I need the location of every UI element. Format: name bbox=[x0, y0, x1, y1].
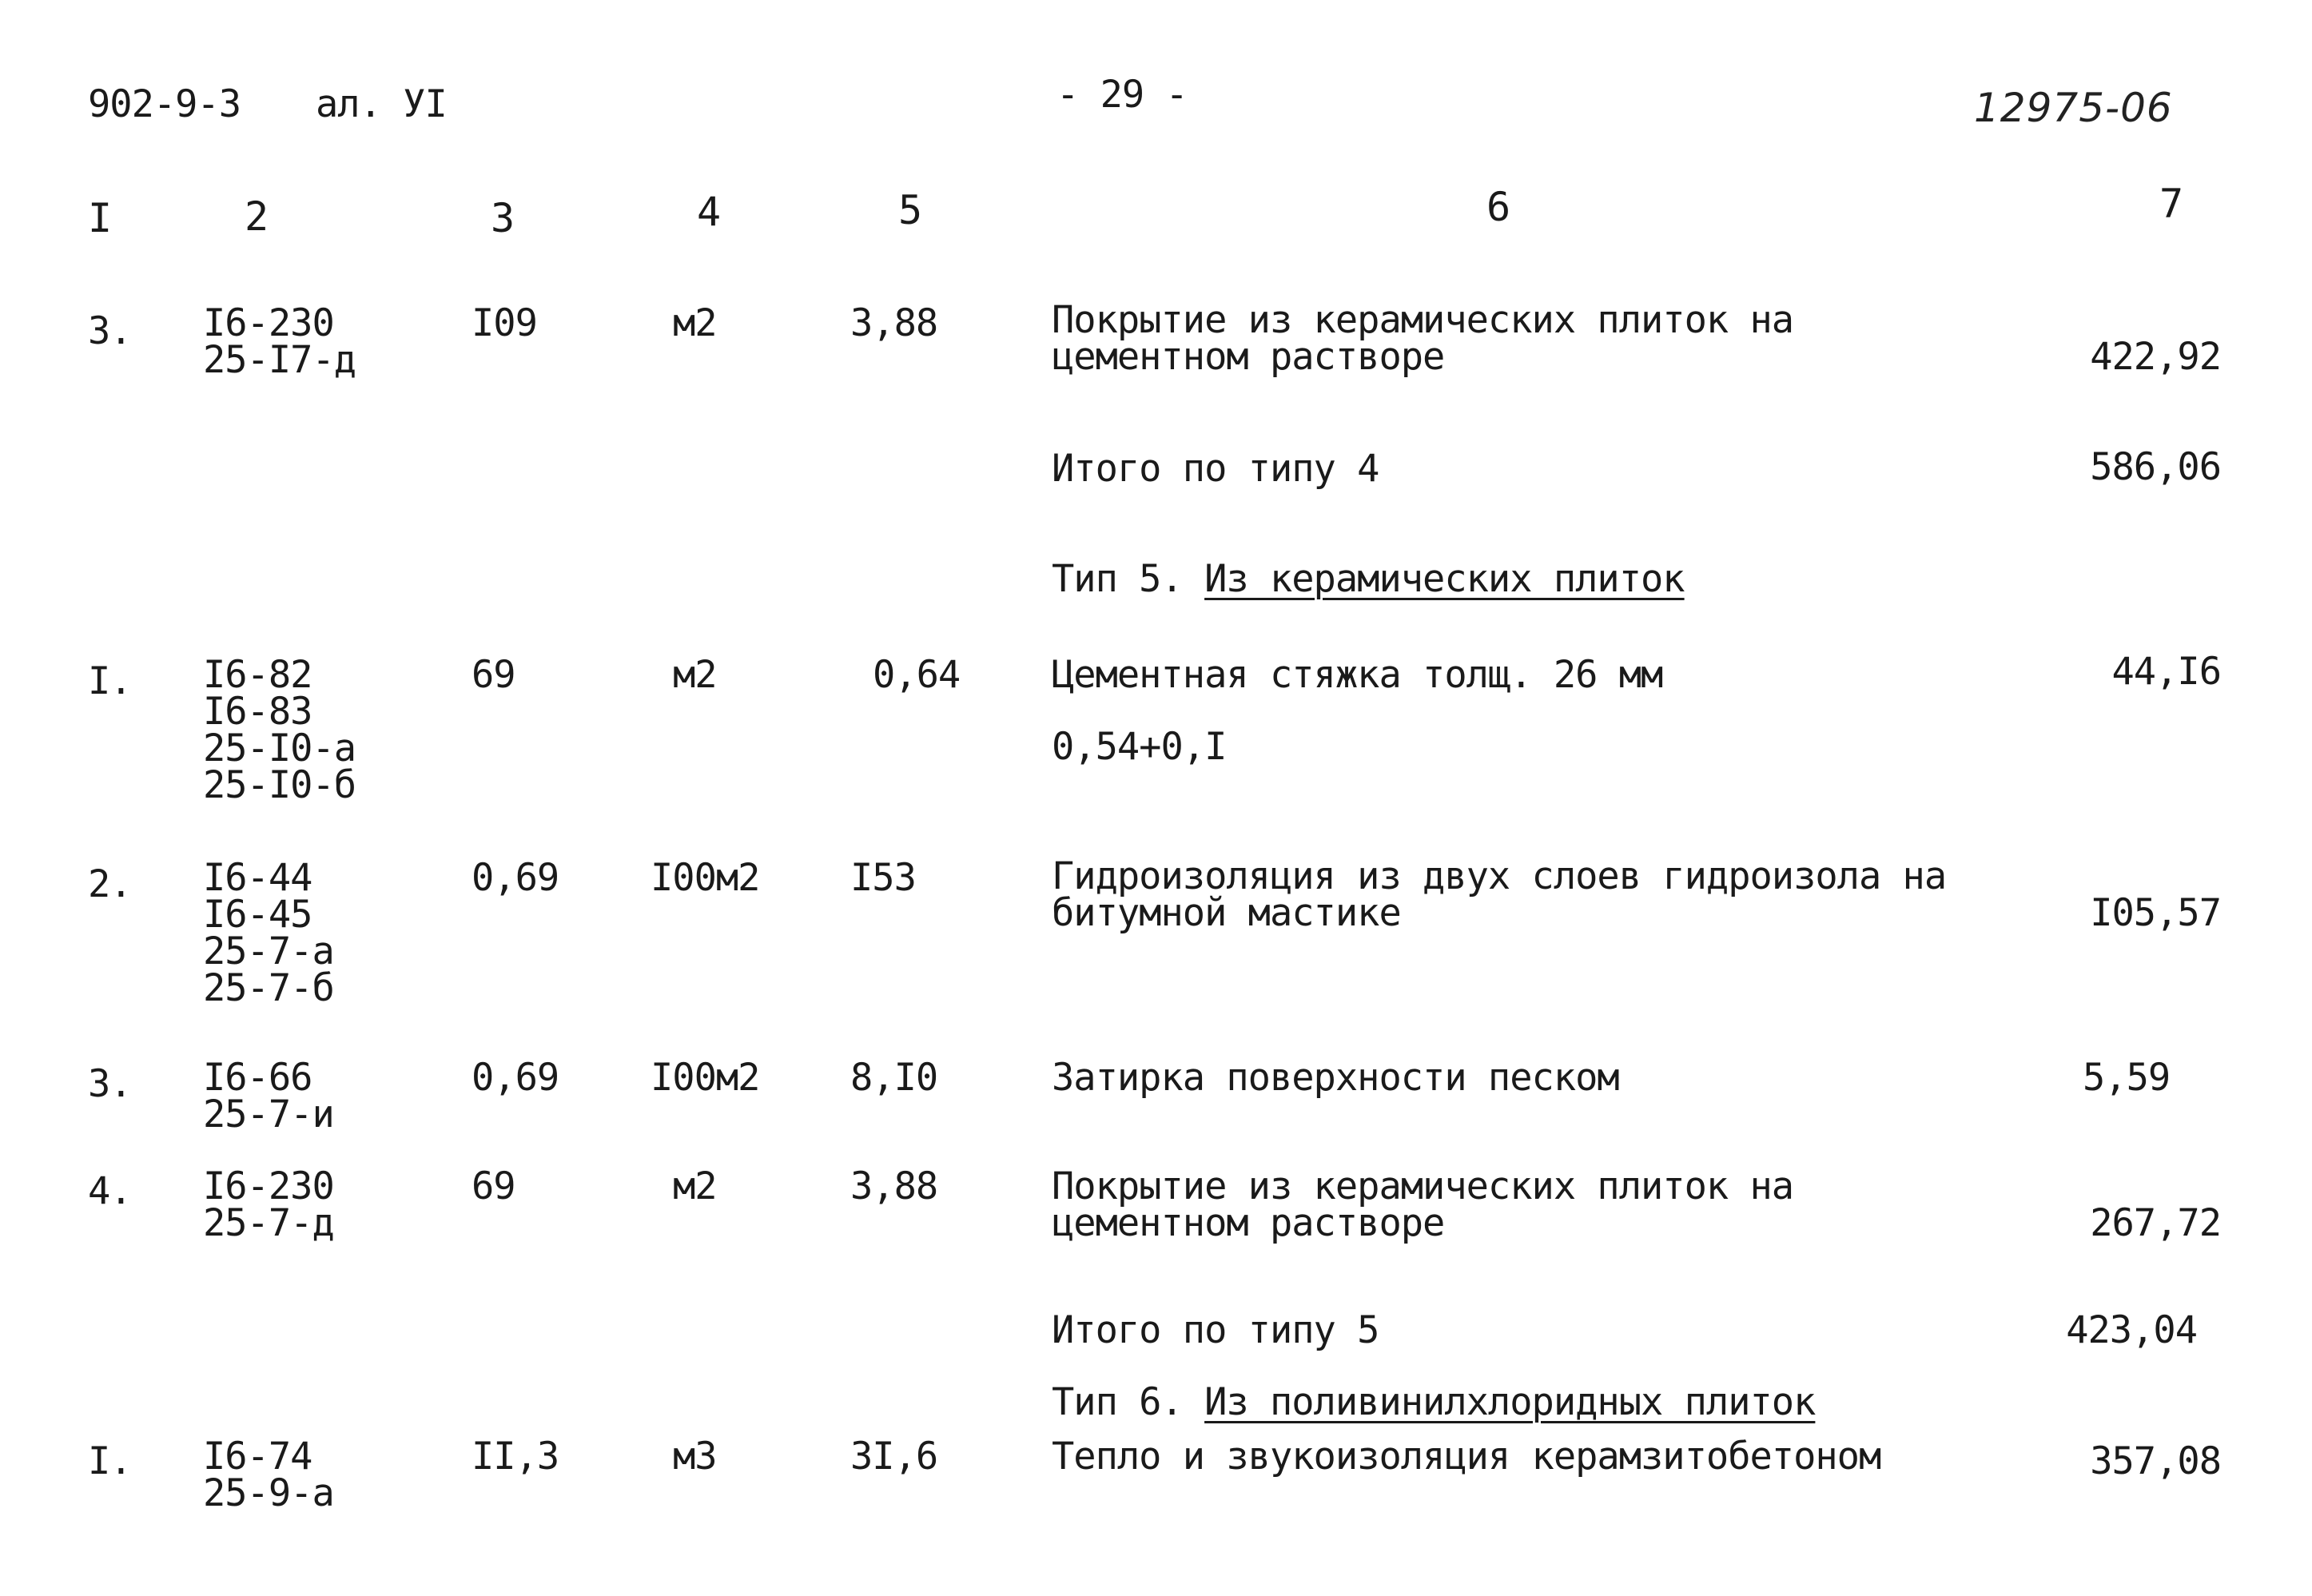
subtotal-value: 586,06 bbox=[2090, 445, 2221, 489]
quantity: 69 bbox=[472, 653, 515, 697]
price-codes: I6-82 I6-83 25-I0-а 25-I0-б bbox=[203, 653, 356, 807]
price-codes: I6-44 I6-45 25-7-а 25-7-б bbox=[203, 856, 334, 1010]
total-cost: 357,08 bbox=[2090, 1439, 2221, 1483]
work-description: Тепло и звукоизоляция керамзитобетоном bbox=[1052, 1435, 1881, 1479]
quantity: 0,69 bbox=[472, 1056, 559, 1100]
column-number-4: 4 bbox=[697, 189, 721, 235]
unit: м3 bbox=[673, 1435, 717, 1479]
work-description: Покрытие из керамических плиток на цементном растворе bbox=[1052, 1164, 1794, 1245]
price-codes: I6-74 25-9-а bbox=[203, 1435, 334, 1515]
inventory-number: 12975-06 bbox=[1974, 85, 2173, 131]
total-cost: 267,72 bbox=[2090, 1201, 2221, 1245]
item-number: 2. bbox=[88, 862, 132, 906]
subtotal-label: Итого по типу 5 bbox=[1052, 1308, 1379, 1352]
price-codes: I6-66 25-7-и bbox=[203, 1056, 334, 1136]
calculation-formula: 0,54+0,I bbox=[1052, 725, 1227, 769]
album-number: ал. УI bbox=[316, 82, 447, 126]
unit-price: 3,88 bbox=[850, 301, 938, 345]
unit-price: 0,64 bbox=[873, 653, 961, 697]
section-heading bbox=[1052, 1380, 1816, 1424]
section-heading bbox=[1052, 557, 1685, 601]
item-number: 4. bbox=[88, 1169, 132, 1213]
unit-price: 3I,6 bbox=[850, 1435, 938, 1479]
subtotal-label: Итого по типу 4 bbox=[1052, 447, 1379, 491]
work-description: Цементная стяжка толщ. 26 мм bbox=[1052, 653, 1663, 697]
price-codes: I6-230 25-I7-д bbox=[203, 301, 356, 382]
subtotal-value: 423,04 bbox=[2066, 1308, 2197, 1352]
unit-price: I53 bbox=[850, 856, 916, 900]
item-number: I. bbox=[88, 659, 132, 703]
quantity: I09 bbox=[472, 301, 537, 345]
quantity: 0,69 bbox=[472, 856, 559, 900]
work-description: Затирка поверхности песком bbox=[1052, 1056, 1619, 1100]
section-heading-prefix: Тип 6. bbox=[1052, 1380, 1205, 1424]
unit: м2 bbox=[673, 1164, 717, 1208]
total-cost: I05,57 bbox=[2090, 891, 2221, 935]
total-cost: 5,59 bbox=[2083, 1056, 2171, 1100]
page-number: - 29 - bbox=[1057, 73, 1188, 117]
unit: м2 bbox=[673, 653, 717, 697]
unit: I00м2 bbox=[651, 856, 760, 900]
item-number: I. bbox=[88, 1439, 132, 1483]
quantity: II,3 bbox=[472, 1435, 559, 1479]
column-number-7: 7 bbox=[2159, 181, 2183, 227]
item-number: 3. bbox=[88, 1062, 132, 1106]
work-description: Гидроизоляция из двух слоев гидроизола на битумной мастике bbox=[1052, 854, 1947, 935]
document-code: 902-9-3 bbox=[88, 82, 241, 126]
column-number-1: I bbox=[88, 195, 112, 241]
item-number: 3. bbox=[88, 309, 132, 353]
column-number-6: 6 bbox=[1486, 184, 1510, 230]
unit: м2 bbox=[673, 301, 717, 345]
section-heading-title: Из керамических плиток bbox=[1204, 557, 1685, 601]
section-heading-prefix: Тип 5. bbox=[1052, 557, 1205, 601]
price-codes: I6-230 25-7-д bbox=[203, 1164, 334, 1245]
total-cost: 422,92 bbox=[2090, 335, 2221, 379]
total-cost: 44,I6 bbox=[2111, 650, 2221, 694]
unit: I00м2 bbox=[651, 1056, 760, 1100]
unit-price: 3,88 bbox=[850, 1164, 938, 1208]
unit-price: 8,I0 bbox=[850, 1056, 938, 1100]
column-number-5: 5 bbox=[898, 187, 922, 233]
work-description: Покрытие из керамических плиток на цементном растворе bbox=[1052, 298, 1794, 379]
column-number-2: 2 bbox=[245, 193, 269, 240]
quantity: 69 bbox=[472, 1164, 515, 1208]
section-heading-title: Из поливинилхлоридных плиток bbox=[1204, 1380, 1816, 1424]
column-number-3: 3 bbox=[491, 195, 515, 241]
